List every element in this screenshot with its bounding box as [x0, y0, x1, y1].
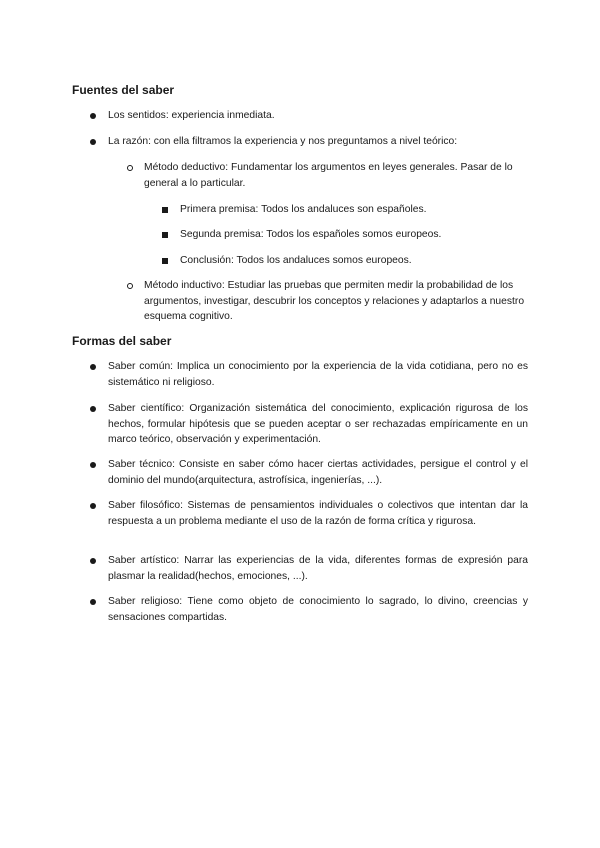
bullet-square-icon [162, 258, 168, 264]
list-item [108, 594, 528, 625]
list-item-text: Primera premisa: Todos los andaluces son españoles. [180, 204, 427, 215]
list-item [108, 401, 528, 448]
list-item-text: Saber científico: Organización sistemática del conocimiento, explicación rigurosa de los hechos, formular hipótesis que se pueden aceptar o ser rechazadas empíricamente en un marco teórico, observación y experimentación. [108, 403, 528, 445]
list-item-text: Saber artístico: Narrar las experiencias de la vida, diferentes formas de expresión para plasmar la realidad(hechos, emociones, ...). [108, 555, 528, 582]
bullet-disc-icon [90, 558, 96, 564]
list-item [108, 134, 528, 150]
bullet-square-icon [162, 207, 168, 213]
list-item-text: Conclusión: Todos los andaluces somos europeos. [180, 255, 412, 266]
list-item-text: Saber religioso: Tiene como objeto de conocimiento lo sagrado, lo divino, creencias y sensaciones compartidas. [108, 596, 528, 623]
list-item [180, 253, 528, 269]
bullet-circle-icon [127, 165, 133, 171]
list-item-text: Saber técnico: Consiste en saber cómo hacer ciertas actividades, persigue el control y el dominio del mundo(arquitectura, astrofísica, ingenierías, ...). [108, 459, 528, 486]
list-item [144, 278, 528, 325]
bullet-square-icon [162, 232, 168, 238]
bullet-disc-icon [90, 113, 96, 119]
section-title-fuentes: Fuentes del saber [72, 83, 175, 97]
bullet-disc-icon [90, 364, 96, 370]
list-item-text: La razón: con ella filtramos la experiencia y nos preguntamos a nivel teórico: [108, 136, 458, 147]
list-item-text: Los sentidos: experiencia inmediata. [108, 110, 275, 121]
list-item-text: Método inductivo: Estudiar las pruebas que permiten medir la probabilidad de los argumentos, investigar, descubrir los conceptos y relaciones y adaptarlos a nuestro esquema cognitivo. [144, 280, 525, 322]
list-item [108, 457, 528, 488]
bullet-disc-icon [90, 406, 96, 412]
list-item-text: Método deductivo: Fundamentar los argumentos en leyes generales. Pasar de lo general a lo particular. [144, 162, 513, 189]
bullet-circle-icon [127, 283, 133, 289]
list-item-text: Saber filosófico: Sistemas de pensamientos individuales o colectivos que intentan dar la respuesta a un problema mediante el uso de la razón de forma crítica y rigurosa. [108, 500, 528, 527]
list-item [144, 160, 528, 191]
section-title-formas: Formas del saber [72, 334, 172, 348]
bullet-disc-icon [90, 139, 96, 145]
list-item [108, 359, 528, 390]
list-item [108, 108, 528, 124]
list-item [108, 553, 528, 584]
bullet-disc-icon [90, 599, 96, 605]
list-item-text: Segunda premisa: Todos los españoles somos europeos. [180, 229, 442, 240]
bullet-disc-icon [90, 462, 96, 468]
list-item [108, 498, 528, 529]
list-item [180, 202, 528, 218]
list-item-text: Saber común: Implica un conocimiento por la experiencia de la vida cotidiana, pero no es sistemático ni religioso. [108, 361, 528, 388]
list-item [180, 227, 528, 243]
bullet-disc-icon [90, 503, 96, 509]
